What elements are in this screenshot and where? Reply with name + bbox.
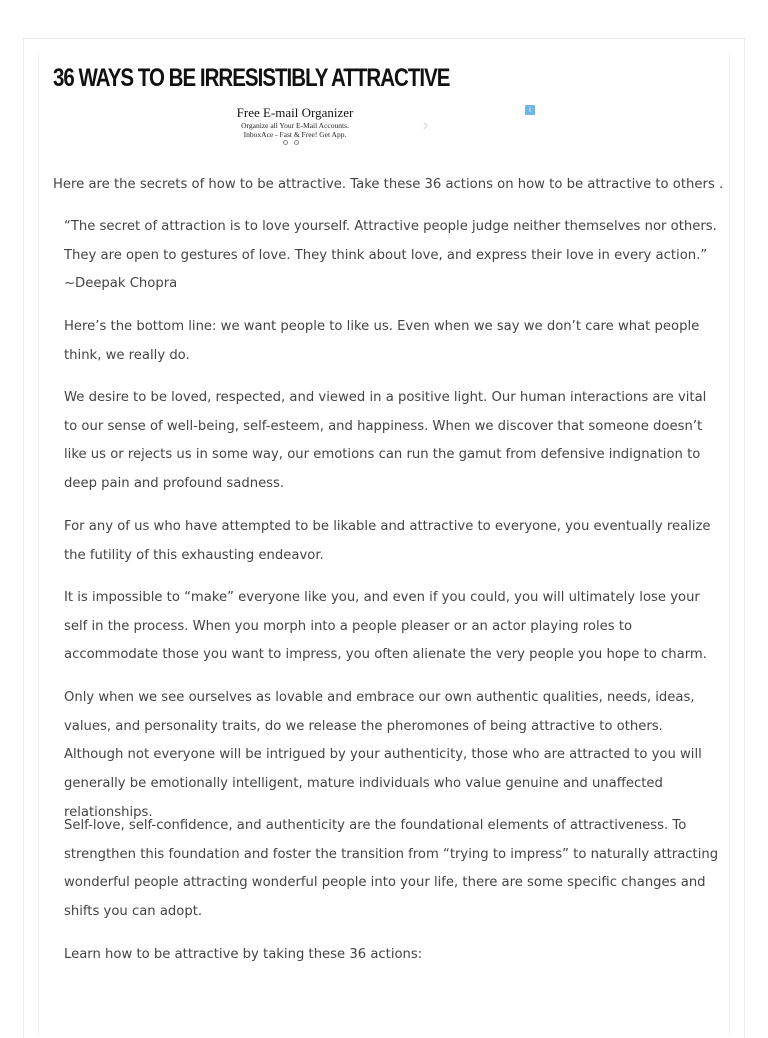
ad-text-line-2[interactable]: InboxAce - Fast & Free! Get App.	[243, 130, 347, 139]
article-paragraph: Learn how to be attractive by taking these 36 actions:	[64, 947, 423, 962]
ad-pagination-dot[interactable]	[294, 140, 299, 145]
article-paragraph: Here’s the bottom line: we want people to like us. Even when we say we don’t care what people think, we really do.	[64, 319, 700, 363]
article-paragraph: For any of us who have attempted to be likable and attractive to everyone, you eventually realize the futility of this exhausting endeavor.	[64, 519, 711, 563]
article-paragraph: We desire to be loved, respected, and viewed in a positive light. Our human interactions are vital to our sense of well-being, self-esteem, and happiness. When we discover that someone doesn’t like us or rejects us in some way, our emotions can run the gamut from defensive indignation to deep pain and profound sadness.	[64, 390, 707, 492]
ad-headline[interactable]: Free E-mail Organizer	[236, 105, 354, 120]
ad-pagination-dot[interactable]	[283, 140, 288, 145]
article-paragraph: Only when we see ourselves as lovable and embrace our own authentic qualities, needs, ideas, values, and personality traits, do we release the pheromones of being attractive to others. Although not everyone will be intrigued by your authenticity, those who are attracted to you will generally be emotionally intelligent, mature individuals who value genuine and unaffected relationships.	[64, 690, 702, 820]
article-paragraph: Self-love, self-confidence, and authenticity are the foundational elements of attractiveness. To strengthen this foundation and foster the transition from “trying to impress” to naturally attracting wonderful people attracting wonderful people into your life, there are some specific changes and shifts you can adopt.	[64, 818, 719, 920]
ad-pagination	[283, 140, 299, 145]
article-intro: Here are the secrets of how to be attractive. Take these 36 actions on how to be attractive to others .	[53, 177, 724, 192]
article-title: 36 WAYS TO BE IRRESISTIBLY ATTRACTIVE	[53, 64, 450, 92]
ad-text-line-1[interactable]: Organize all Your E-Mail Accounts.	[241, 121, 349, 130]
article-paragraph: It is impossible to “make” everyone like you, and even if you could, you will ultimately lose your self in the process. When you morph into a people pleaser or an actor playing roles to accommodate those you want to impress, you often alienate the very people you hope to charm.	[64, 590, 707, 663]
ad-banner[interactable]	[200, 103, 540, 153]
chevron-right-icon[interactable]: ›	[422, 115, 430, 136]
ad-choices-icon[interactable]: i	[525, 105, 535, 115]
article-paragraph: “The secret of attraction is to love yourself. Attractive people judge neither themselves nor others. They are open to gestures of love. They think about love, and express their love in every action.” ~Deepak Chopra	[64, 219, 717, 292]
